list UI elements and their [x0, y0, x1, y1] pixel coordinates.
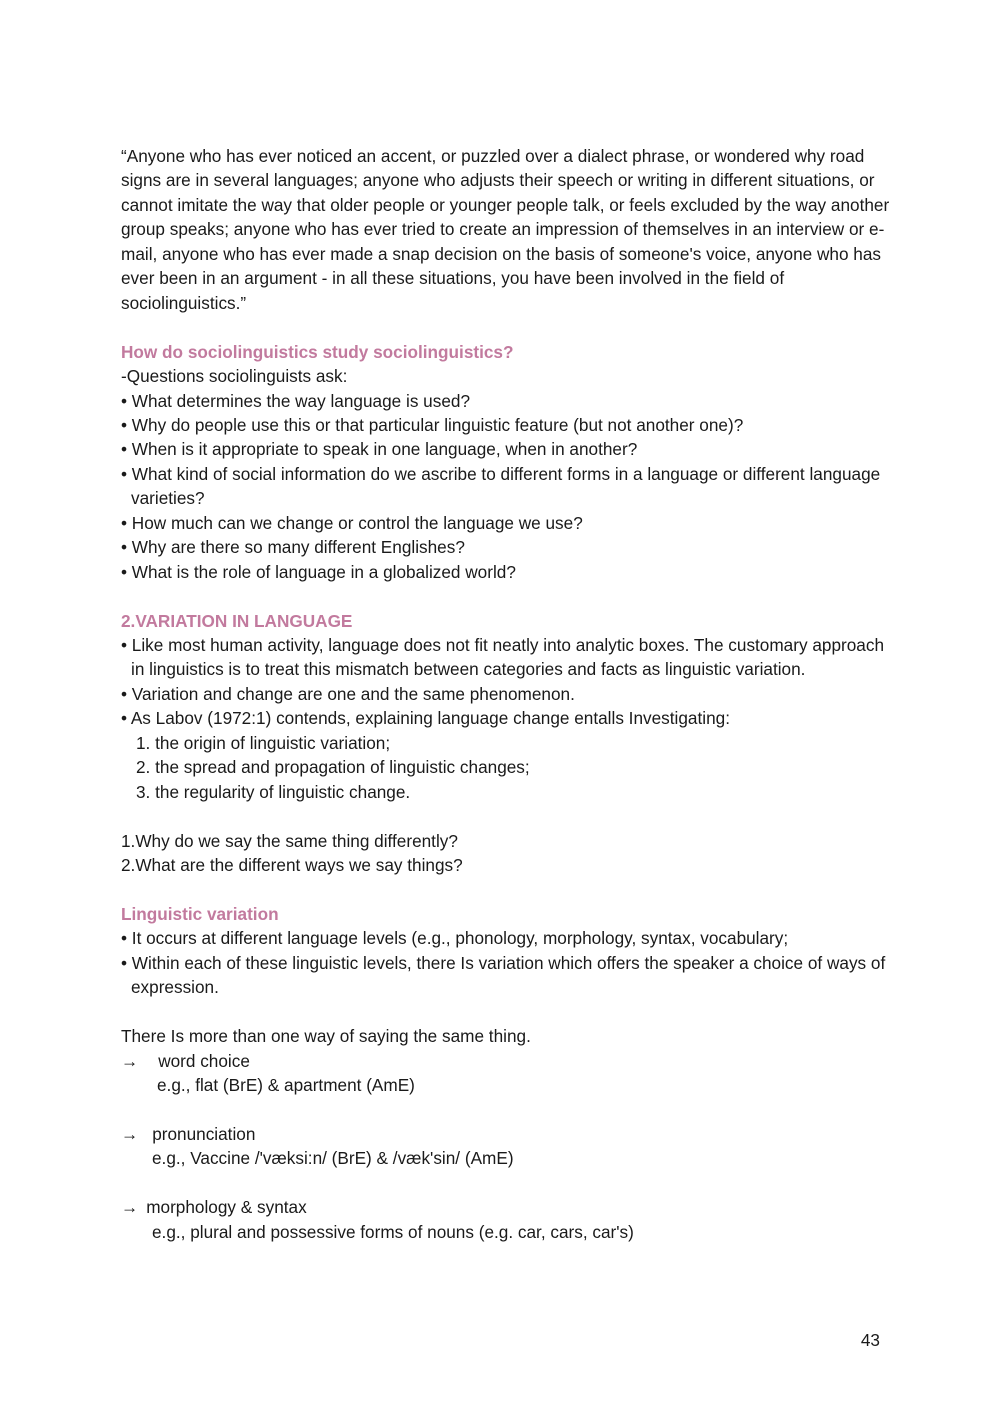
arrow-item-pronunciation	[121, 1122, 891, 1146]
variation-bullet: • Variation and change are one and the same phenomenon.	[121, 683, 575, 704]
right-arrow-icon: →	[121, 1050, 139, 1071]
question-item: • When is it appropriate to speak in one language, when in another?	[121, 439, 638, 460]
arrow-example: e.g., plural and possessive forms of nouns (e.g. car, cars, car's)	[152, 1221, 634, 1242]
arrow-item-word-choice	[121, 1049, 891, 1073]
questions-intro: -Questions sociolinguists ask:	[121, 366, 348, 387]
opening-quote: “Anyone who has ever noticed an accent, or puzzled over a dialect phrase, or wondered why road signs are in several languages; anyone who adjusts their speech or writing in different situations, or cannot imitate the way that older people or younger people talk, or feels excluded by the way another group speaks; anyone who has ever tried to create an impression of themselves in an interview or e-mail, anyone who has ever made a snap decision on the basis of someone's voice, anyone who has ever been in an argument - in all these situations, you have been involved in the field of sociolinguistics.”	[121, 146, 890, 313]
right-arrow-icon: →	[121, 1197, 139, 1218]
document-page	[121, 144, 891, 1244]
question-item: • What determines the way language is used?	[121, 390, 471, 411]
guiding-question: 1.Why do we say the same thing differently?	[121, 830, 458, 851]
arrow-example: e.g., Vaccine /'væksi:n/ (BrE) & /væk'sin/ (AmE)	[152, 1148, 514, 1169]
arrow-example: e.g., flat (BrE) & apartment (AmE)	[157, 1075, 415, 1096]
guiding-question: 2.What are the different ways we say things?	[121, 855, 463, 876]
section-heading-variation: 2.VARIATION IN LANGUAGE	[121, 610, 353, 631]
question-item: • What is the role of language in a globalized world?	[121, 561, 516, 582]
arrow-label: pronunciation	[152, 1124, 256, 1145]
numbered-item: 2. the spread and propagation of linguistic changes;	[136, 757, 530, 778]
question-item: • How much can we change or control the language we use?	[121, 512, 583, 533]
section-heading-how-study: How do sociolinguistics study sociolinguistics?	[121, 341, 514, 362]
variation-bullet: • As Labov (1972:1) contends, explaining language change entalls Investigating:	[121, 708, 730, 729]
right-arrow-icon: →	[121, 1124, 139, 1145]
question-item: • Why do people use this or that particular linguistic feature (but not another one)?	[121, 414, 744, 435]
question-item: • Why are there so many different Englishes?	[121, 537, 465, 558]
variation-statement: There Is more than one way of saying the same thing.	[121, 1026, 531, 1047]
linguistic-variation-bullet: • It occurs at different language levels (e.g., phonology, morphology, syntax, vocabulary;	[121, 928, 789, 949]
section-heading-linguistic-variation: Linguistic variation	[121, 903, 279, 924]
variation-bullet: • Like most human activity, language does not fit neatly into analytic boxes. The customary approach in linguistics is to treat this mismatch between categories and facts as linguistic variation.	[121, 635, 885, 680]
arrow-item-morphology	[121, 1195, 891, 1219]
numbered-item: 3. the regularity of linguistic change.	[136, 781, 411, 802]
arrow-label: morphology & syntax	[146, 1197, 307, 1218]
numbered-item: 1. the origin of linguistic variation;	[136, 732, 391, 753]
question-item: • What kind of social information do we ascribe to different forms in a language or different language varieties?	[121, 463, 881, 509]
page-number: 43	[860, 1330, 880, 1350]
arrow-label: word choice	[158, 1050, 250, 1071]
linguistic-variation-bullet: • Within each of these linguistic levels, there Is variation which offers the speaker a choice of ways of expression.	[121, 952, 886, 998]
